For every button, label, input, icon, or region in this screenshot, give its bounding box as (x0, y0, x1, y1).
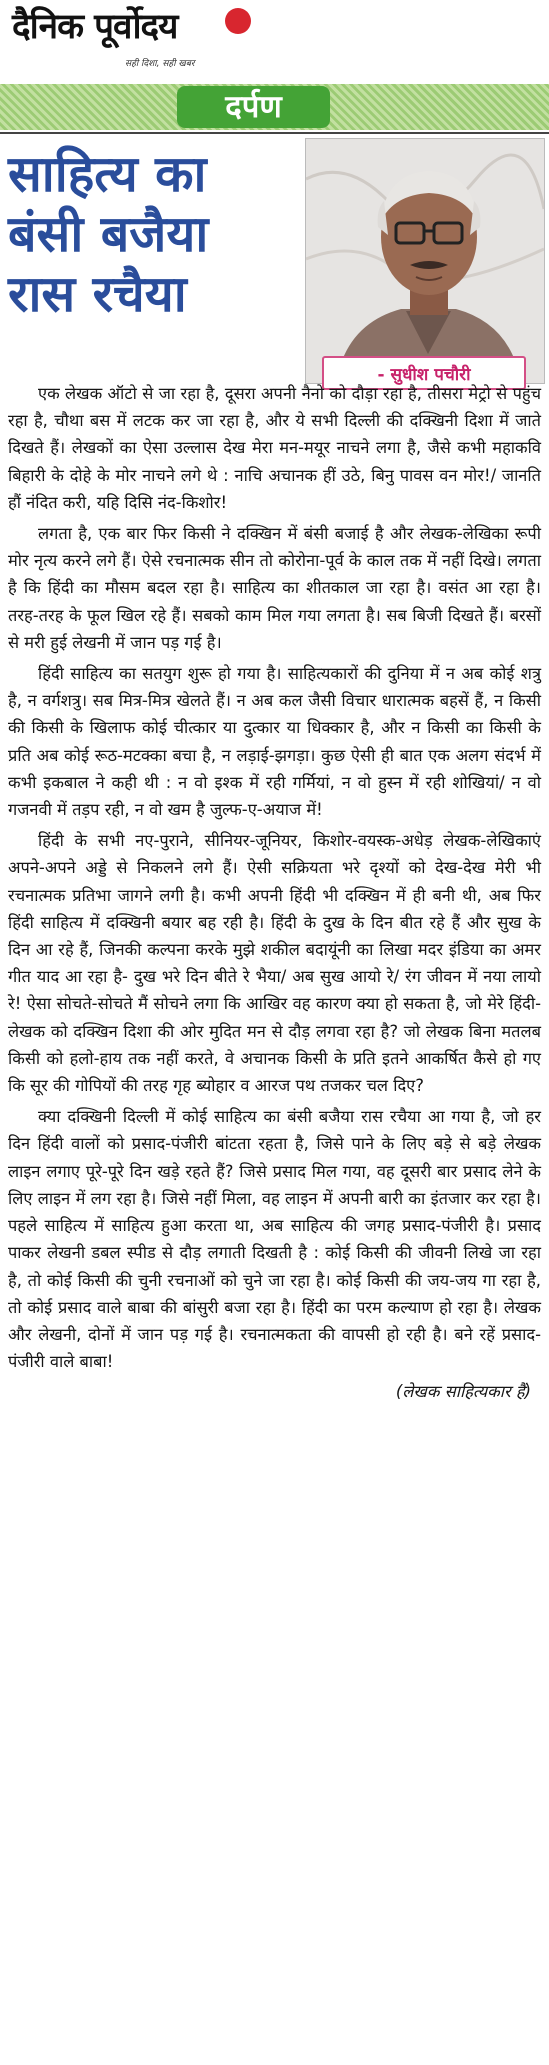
article-paragraph-3 (8, 660, 541, 823)
author-photo (305, 138, 545, 384)
paragraph-text: लगता है, एक बार फिर किसी ने दक्खिन में बंसी बजाई है और लेखक-लेखिका रूपी मोर नृत्य करने लगे हैं। ऐसे रचनात्मक सीन तो कोरोना-पूर्व के काल तक में नहीं दिखे। लगता है कि हिंदी का मौसम बदल रहा है। साहित्य का शीतकाल जा रहा है। वसंत आ रहा है। तरह-तरह के फूल खिल रहे हैं। सबको काम मिल गया लगता है। सब बिजी दिखते हैं। बरसों से मरी हुई लेखनी में जान पड़ गई है। (8, 524, 541, 652)
author-credit: (लेखक साहित्यकार हैं) (395, 1382, 531, 1402)
article-body (8, 380, 541, 1375)
headline-line-3: रास रचैया (8, 265, 187, 323)
author-byline: - सुधीश पचौरी (377, 364, 471, 385)
newspaper-logo: दैनिक पूर्वोदय (12, 7, 178, 47)
paragraph-text: हिंदी के सभी नए-पुराने, सीनियर-जूनियर, किशोर-वयस्क-अधेड़ लेखक-लेखिकाएं अपने-अपने अड्डे से निकलने लगे हैं। ऐसी सक्रियता भरे दृश्यों को देख-देख मेरी भी रचनात्मक प्रतिभा जागने लगी है। कभी अपनी हिंदी भी दक्खिन में ही बनी थी, अब फिर हिंदी साहित्य में दक्खिनी बयार बह रही है। हिंदी के दुख के दिन बीत रहे हैं और सुख के दिन आ रहे हैं, जिनकी कल्पना करके मुझे शकील बदायूंनी का लिखा मदर इंडिया का अमर गीत याद आ रहा है- दुख भरे दिन बीते रे भैया/ अब सुख आयो रे/ रंग जीवन में नया लायो रे! ऐसा सोचते-सोचते मैं सोचने लगा कि आखिर वह कारण क्या हो सकता है, जो मेरे हिंदी-लेखक को दक्खिन दिशा की ओर मुदित मन से दौड़ लगवा रहा है? जो लेखक बिना मतलब किसी को हलो-हाय तक नहीं करते, वे अचानक किसी के प्रति इतने आकर्षित कैसे हो गए कि सूर की गोपियों की तरह गृह ब्योहार व आरज पथ तजकर चल दिए? (8, 831, 541, 1096)
paragraph-text: हिंदी साहित्य का सतयुग शुरू हो गया है। साहित्यकारों की दुनिया में न अब कोई शत्रु है, न वर्गशत्रु। सब मित्र-मित्र खेलते हैं। न अब कल जैसी विचार धारात्मक बहसें हैं, न किसी की किसी के खिलाफ कोई चीत्कार या दुत्कार या धिक्कार है, और न किसी का किसी के प्रति अब कोई रूठ-मटक्का बचा है, न लड़ाई-झगड़ा। कुछ ऐसी ही बात एक अलग संदर्भ में कभी इकबाल ने कही थी : न वो इश्क में रही गर्मियां, न वो हुस्न में रही शोखियां/ न वो गजनवी में तड़प रही, न वो खम है जुल्फ-ए-अयाज में! (8, 664, 541, 820)
headline (8, 144, 308, 324)
article-paragraph-1 (8, 380, 541, 516)
article-paragraph-4 (8, 827, 541, 1099)
newspaper-tagline: सही दिशा, सही खबर (125, 59, 195, 69)
headline-line-2: बंसी बजैया (8, 205, 209, 263)
section-label-box (177, 86, 330, 128)
masthead (0, 0, 549, 78)
headline-line-1: साहित्य का (8, 145, 207, 203)
article-paragraph-5 (8, 1103, 541, 1375)
logo-mark-icon (225, 8, 251, 34)
paragraph-text: क्या दक्खिनी दिल्ली में कोई साहित्य का बंसी बजैया रास रचैया आ गया है, जो हर दिन हिंदी वालों को प्रसाद-पंजीरी बांटता रहता है, जिसे पाने के लिए बड़े से बड़े लेखक लाइन लगाए पूरे-पूरे दिन खड़े रहते हैं? जिसे प्रसाद मिल गया, वह दूसरी बार प्रसाद लेने के लिए लाइन में लग रहा है। जिसे नहीं मिला, वह लाइन में अपनी बारी का इंतजार कर रहा है। पहले साहित्य में साहित्य हुआ करता था, अब साहित्य की जगह प्रसाद-पंजीरी है। प्रसाद पाकर लेखनी डबल स्पीड से दौड़ लगाती दिखती है : कोई किसी की जीवनी लिखे जा रहा है, तो कोई किसी की चुनी रचनाओं को चुने जा रहा है। कोई किसी की जय-जय गा रहा है, तो कोई प्रसाद वाले बाबा की बांसुरी बजा रहा है। हिंदी का परम कल्याण हो रहा है। लेखक और लेखनी, दोनों में जान पड़ गई है। रचनात्मकता की वापसी हो रही है। बने रहें प्रसाद-पंजीरी वाले बाबा! (8, 1107, 541, 1372)
divider (0, 132, 549, 134)
section-title: दर्पण (225, 88, 282, 125)
article-paragraph-2 (8, 520, 541, 656)
author-portrait-icon (306, 139, 544, 383)
paragraph-text: एक लेखक ऑटो से जा रहा है, दूसरा अपनी नैनो को दौड़ा रहा है, तीसरा मेट्रो से पहुंच रहा है, चौथा बस में लटक कर जा रहा है, और ये सभी दिल्ली की दक्खिनी दिशा में जाते दिखते हैं। लेखकों का ऐसा उल्लास देख मेरा मन-मयूर नाचने लगा है, जैसे कभी महाकवि बिहारी के दोहे के मोर नाचने लगे थे : नाचि अचानक हीं उठे, बिनु पावस वन मोर!/ जानति हौं नंदित करी, यहि दिसि नंद-किशोर! (8, 384, 541, 512)
